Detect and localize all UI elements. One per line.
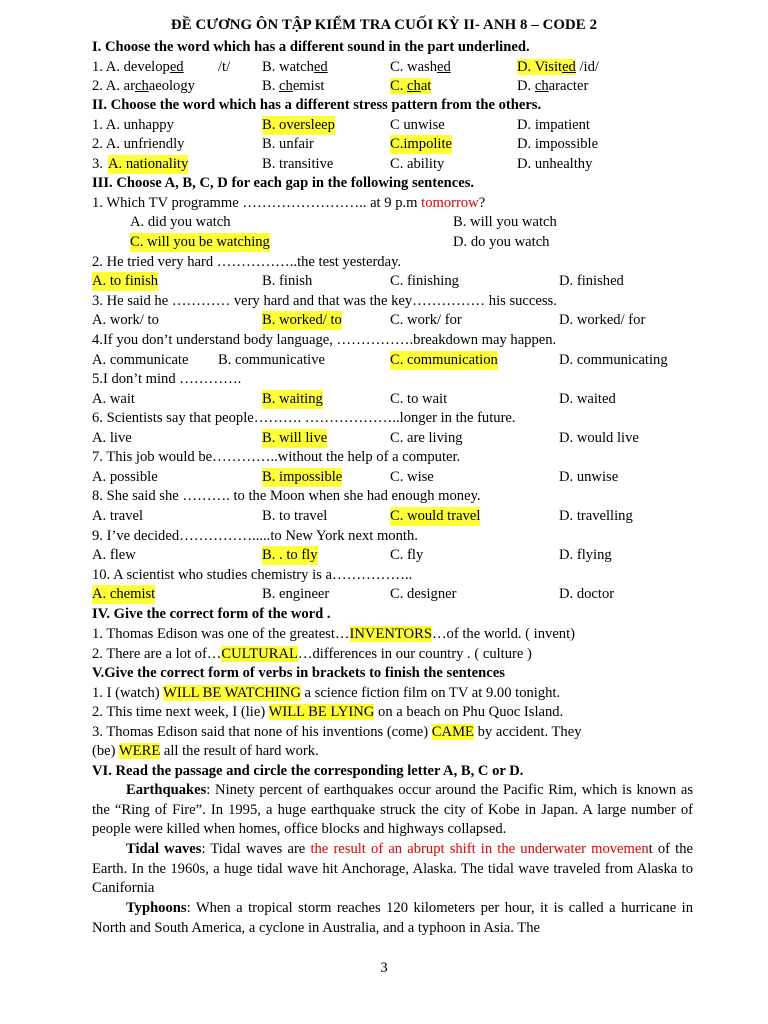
s3-question-9-stem: 9. I’ve decided…………….....to New York next month. bbox=[92, 528, 418, 544]
answer: B. impossible bbox=[262, 469, 343, 485]
section-6-heading: VI. Read the passage and circle the corresponding letter A, B, C or D. bbox=[92, 763, 524, 779]
answer: B. . to fly bbox=[262, 547, 318, 563]
s2-question-1: 1. A. unhappy B. oversleep C unwise D. impatient bbox=[92, 117, 590, 133]
section-5-heading: V.Give the correct form of verbs in brackets to finish the sentences bbox=[92, 665, 505, 681]
answer: B. will live bbox=[262, 430, 328, 446]
option-c-answer: C. chat bbox=[390, 78, 432, 94]
section-3-heading: III. Choose A, B, C, D for each gap in the following sentences. bbox=[92, 175, 475, 191]
s3-question-7-options: A. possible B. impossible C. wise D. unwise bbox=[92, 469, 619, 485]
s2-question-3: 3. A. nationality B. transitive C. ability D. unhealthy bbox=[92, 156, 593, 172]
answer: A. chemist bbox=[92, 586, 156, 602]
passage-earthquakes: Earthquakes: Ninety percent of earthquakes occur around the Pacific Rim, which is known as the “Ring of Fire”. In 1995, a huge earthquake struck the city of Kobe in Japan. A large number of people were killed when homes, office blocks and highways collapsed. bbox=[92, 782, 693, 837]
option-a: 2. A. archaeology bbox=[92, 78, 195, 94]
s3-question-1-options-cd: C. will you be watching D. do you watch bbox=[130, 234, 550, 250]
s3-question-5-stem: 5.I don’t mind …………. bbox=[92, 371, 242, 387]
answer: A. to finish bbox=[92, 273, 159, 289]
answer: B. oversleep bbox=[262, 117, 335, 133]
s5-question-2: 2. This time next week, I (lie) WILL BE LYING on a beach on Phu Quoc Island. bbox=[92, 704, 564, 720]
answer: C. communication bbox=[390, 352, 498, 368]
s3-question-4-options: A. communicate B. communicative C. communication D. communicating bbox=[92, 352, 668, 368]
s2-question-2: 2. A. unfriendly B. unfair C.impolite D. impossible bbox=[92, 136, 599, 152]
s3-question-2-options: A. to finish B. finish C. finishing D. finished bbox=[92, 273, 624, 289]
s3-question-9-options: A. flew B. . to fly C. fly D. flying bbox=[92, 547, 612, 563]
section-1-heading: I. Choose the word which has a different sound in the part underlined. bbox=[92, 39, 530, 55]
answer: WILL BE WATCHING bbox=[163, 685, 301, 701]
answer: C. will you be watching bbox=[130, 234, 270, 250]
option-c: C. washed bbox=[390, 59, 451, 75]
s3-question-6-stem: 6. Scientists say that people………. ………………..longer in the future. bbox=[92, 410, 516, 426]
passage-tidal-waves: Tidal waves: Tidal waves are the result of an abrupt shift in the underwater movement of the Earth. In the 1960s, a huge tidal wave hit Anchorage, Alaska. The tidal wave traveled from Alaska to Canifornia bbox=[92, 841, 693, 896]
s3-question-10-options: A. chemist B. engineer C. designer D. doctor bbox=[92, 586, 615, 602]
s3-question-6-options: A. live B. will live C. are living D. would live bbox=[92, 430, 639, 446]
s4-question-1: 1. Thomas Edison was one of the greatest…INVENTORS…of the world. ( invent) bbox=[92, 626, 576, 642]
answer: WILL BE LYING bbox=[268, 704, 375, 720]
s3-question-8-options: A. travel B. to travel C. would travel D. travelling bbox=[92, 508, 633, 524]
answer: B. waiting bbox=[262, 391, 323, 407]
page-number: 3 bbox=[380, 960, 388, 976]
section-4-heading: IV. Give the correct form of the word . bbox=[92, 606, 331, 622]
option-a-note: /t/ bbox=[218, 59, 231, 75]
s5-question-3: 3. Thomas Edison said that none of his inventions (come) CAME by accident. They bbox=[92, 724, 582, 740]
answer: WERE bbox=[118, 743, 161, 759]
s3-question-2-stem: 2. He tried very hard ……………..the test yesterday. bbox=[92, 254, 402, 270]
s4-question-2: 2. There are a lot of…CULTURAL…differences in our country . ( culture ) bbox=[92, 646, 532, 662]
s3-question-5-options: A. wait B. waiting C. to wait D. waited bbox=[92, 391, 616, 407]
s3-question-1-options-ab: A. did you watch B. will you watch bbox=[130, 214, 557, 230]
option-a: 1. A. developed bbox=[92, 59, 184, 75]
s1-question-2 bbox=[0, 77, 768, 96]
s5-question-3-cont: (be) WERE all the result of hard work. bbox=[92, 743, 319, 759]
answer: C.impolite bbox=[390, 136, 453, 152]
answer: CULTURAL bbox=[221, 646, 298, 662]
option-b: B. watched bbox=[262, 59, 328, 75]
s3-question-3-options: A. work/ to B. worked/ to C. work/ for D. worked/ for bbox=[92, 312, 646, 328]
option-b: B. chemist bbox=[262, 78, 325, 94]
s3-question-1-stem: 1. Which TV programme …………………….. at 9 p.m tomorrow? bbox=[92, 195, 486, 211]
s3-question-4-stem: 4.If you don’t understand body language, …………….breakdown may happen. bbox=[92, 332, 557, 348]
answer: C. would travel bbox=[390, 508, 481, 524]
s3-question-3-stem: 3. He said he ………… very hard and that was the key…………… his success. bbox=[92, 293, 557, 309]
s3-question-10-stem: 10. A scientist who studies chemistry is a…………….. bbox=[92, 567, 413, 583]
option-d-answer: D. Visited /id/ bbox=[517, 59, 599, 75]
answer: INVENTORS bbox=[349, 626, 432, 642]
page-title: ĐỀ CƯƠNG ÔN TẬP KIỂM TRA CUỐI KỲ II- ANH 8 – CODE 2 bbox=[170, 17, 598, 33]
answer: CAME bbox=[431, 724, 474, 740]
s5-question-1: 1. I (watch) WILL BE WATCHING a science fiction film on TV at 9.00 tonight. bbox=[92, 685, 561, 701]
section-2-heading: II. Choose the word which has a different stress pattern from the others. bbox=[92, 97, 542, 113]
s3-question-7-stem: 7. This job would be…………..without the help of a computer. bbox=[92, 449, 461, 465]
passage-typhoons: Typhoons: When a tropical storm reaches 120 kilometers per hour, it is called a hurricane in North and South America, a cyclone in Australia, and a typhoon in Asia. The bbox=[92, 900, 693, 936]
answer: B. worked/ to bbox=[262, 312, 342, 328]
option-d: D. character bbox=[517, 78, 589, 94]
s3-question-8-stem: 8. She said she ………. to the Moon when she had enough money. bbox=[92, 488, 481, 504]
s1-question-1 bbox=[0, 58, 768, 77]
answer: A. nationality bbox=[108, 156, 189, 172]
